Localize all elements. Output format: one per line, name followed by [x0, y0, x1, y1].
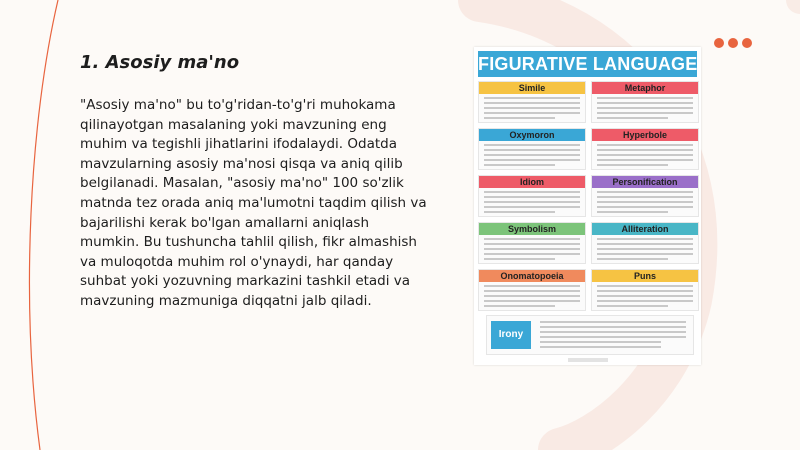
poster-card-puns — [591, 269, 699, 311]
poster-card-label: Puns — [592, 270, 698, 282]
poster-card-personification — [591, 175, 699, 217]
irony-card — [486, 315, 694, 355]
poster-card-label: Simile — [479, 82, 585, 94]
poster-card-label: Oxymoron — [479, 129, 585, 141]
dot-icon — [742, 38, 752, 48]
dot-icon — [728, 38, 738, 48]
poster-card-label: Symbolism — [479, 223, 585, 235]
poster-card-idiom — [478, 175, 586, 217]
poster-card-label: Onomatopoeia — [479, 270, 585, 282]
poster-card-symbolism — [478, 222, 586, 264]
slide-paragraph: "Asosiy ma'no" bu to'g'ridan-to'g'ri muhokama qilinayotgan masalaning yoki mavzuning eng muhim va tegishli jihatlarini ifodalaydi. Odatda mavzularning asosiy ma'nosi qisqa va aniq qilib belgilanadi. Masalan, "asosiy ma'no" 100 so'zlik matnda tez orada aniq ma'lumotni taqdim qilish va bajarilishi kerak bo'lgan amallarni aniqlash mumkin. Bu tushuncha tahlil qilish, fikr almashish va muloqotda muhim rol o'ynaydi, har qanday suhbat yoki yozuvning markazini tashkil etadi va mavzuning mazmuniga diqqatni jalb qiladi. — [80, 97, 427, 309]
poster-footer-logo — [568, 358, 608, 362]
poster-card-metaphor — [591, 81, 699, 123]
dot-icon — [714, 38, 724, 48]
slide-heading: 1. Asosiy ma'no — [80, 52, 240, 73]
poster-title: FIGURATIVE LANGUAGE — [478, 51, 697, 77]
poster-card-alliteration — [591, 222, 699, 264]
irony-text-lines — [535, 318, 691, 348]
three-dots-menu-icon — [714, 38, 752, 48]
poster-card-label: Personification — [592, 176, 698, 188]
figurative-language-poster-image — [474, 47, 701, 365]
poster-card-label: Alliteration — [592, 223, 698, 235]
poster-card-label: Idiom — [479, 176, 585, 188]
poster-card-oxymoron — [478, 128, 586, 170]
poster-card-label: Metaphor — [592, 82, 698, 94]
poster-card-onomatopoeia — [478, 269, 586, 311]
poster-card-label: Hyperbole — [592, 129, 698, 141]
poster-card-hyperbole — [591, 128, 699, 170]
poster-card-simile — [478, 81, 586, 123]
irony-label: Irony — [491, 321, 531, 349]
